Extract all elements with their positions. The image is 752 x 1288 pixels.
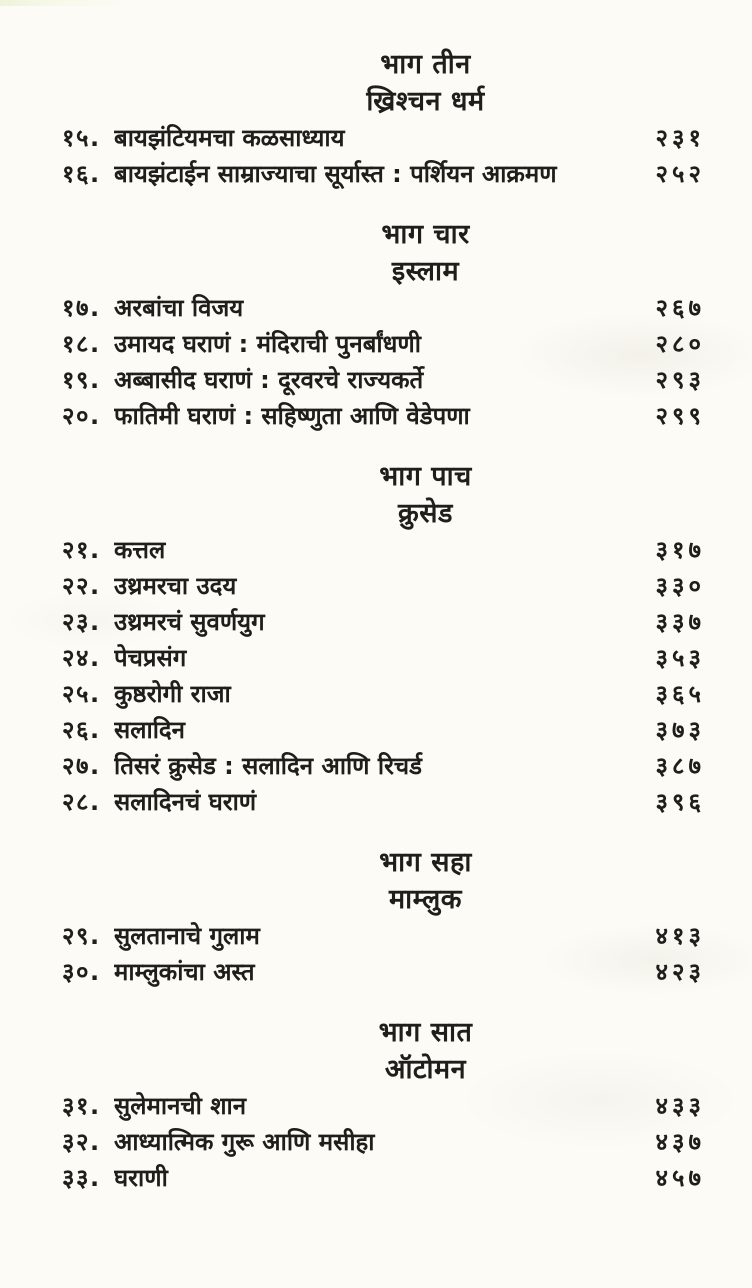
scan-artifact <box>0 0 130 6</box>
page-number: ३६५ <box>655 680 705 708</box>
chapter-title: सुलतानाचे गुलाम <box>114 922 260 950</box>
page-number: ४३३ <box>655 1092 705 1120</box>
part-title: भाग सात <box>378 1017 473 1048</box>
part-subtitle: ख्रिश्चन धर्म <box>366 86 485 117</box>
page-number: ३३७ <box>655 608 705 636</box>
toc-entry <box>62 362 705 398</box>
chapter-title: उमायद घराणं : मंदिराची पुनर्बांधणी <box>114 330 421 358</box>
chapter-title: अब्बासीद घराणं : दूरवरचे राज्यकर्ते <box>114 366 424 394</box>
toc-entry <box>62 532 705 568</box>
part-subtitle: माम्लुक <box>388 884 463 915</box>
table-of-contents <box>62 46 705 1196</box>
page-number: २३१ <box>655 124 705 152</box>
chapter-number: ३२. <box>62 1128 101 1156</box>
chapter-title: आध्यात्मिक गुरू आणि मसीहा <box>114 1128 375 1156</box>
part-subtitle: ऑटोमन <box>384 1054 467 1085</box>
part-title: भाग तीन <box>380 49 471 80</box>
chapter-number: १७. <box>62 294 101 322</box>
chapter-title: अरबांचा विजय <box>114 294 244 322</box>
chapter-number: २७. <box>62 752 101 780</box>
toc-entry <box>62 1160 705 1196</box>
chapter-title: घराणी <box>114 1164 168 1192</box>
page-number: २९९ <box>655 402 705 430</box>
chapter-title: फातिमी घराणं : सहिष्णुता आणि वेडेपणा <box>114 402 470 430</box>
chapter-title: बायझंटियमचा कळसाध्याय <box>114 124 345 152</box>
toc-section <box>62 844 705 990</box>
chapter-number: ३१. <box>62 1092 101 1120</box>
chapter-title: सलादिनचं घराणं <box>114 788 257 816</box>
page-number: ४२३ <box>655 958 705 986</box>
chapter-number: २४. <box>62 644 101 672</box>
toc-entry <box>62 1088 705 1124</box>
page-number: २८० <box>655 330 705 358</box>
page-number: ३७३ <box>655 716 705 744</box>
page-number: ३३० <box>655 572 705 600</box>
part-title: भाग पाच <box>379 461 472 492</box>
chapter-number: २२. <box>62 572 101 600</box>
toc-entry <box>62 640 705 676</box>
toc-entry <box>62 954 705 990</box>
chapter-title: माम्लुकांचा अस्त <box>114 958 255 986</box>
chapter-title: उथ्रमरचा उदय <box>114 572 237 600</box>
part-title: भाग सहा <box>379 847 472 878</box>
chapter-title: कत्तल <box>114 536 166 564</box>
page-number: ४१३ <box>655 922 705 950</box>
toc-entry <box>62 918 705 954</box>
page-number: २६७ <box>655 294 705 322</box>
toc-section <box>62 458 705 820</box>
page-number: २९३ <box>655 366 705 394</box>
chapter-number: २८. <box>62 788 101 816</box>
chapter-number: २०. <box>62 402 101 430</box>
chapter-title: उथ्रमरचं सुवर्णयुग <box>114 608 265 636</box>
chapter-number: ३०. <box>62 958 101 986</box>
chapter-number: २१. <box>62 536 101 564</box>
chapter-number: ३३. <box>62 1164 101 1192</box>
page-number: २५२ <box>655 160 705 188</box>
chapter-number: २५. <box>62 680 101 708</box>
toc-entry <box>62 398 705 434</box>
toc-entry <box>62 604 705 640</box>
chapter-title: कुष्ठरोगी राजा <box>114 680 231 708</box>
toc-section <box>62 216 705 434</box>
page-number: ३१७ <box>655 536 705 564</box>
part-subtitle: क्रुसेड <box>398 498 453 529</box>
chapter-number: १९. <box>62 366 101 394</box>
chapter-number: २३. <box>62 608 101 636</box>
toc-entry <box>62 1124 705 1160</box>
part-subtitle: इस्लाम <box>391 256 460 287</box>
toc-entry <box>62 290 705 326</box>
toc-entry <box>62 120 705 156</box>
page-number: ३९६ <box>655 788 705 816</box>
chapter-number: १५. <box>62 124 101 152</box>
chapter-title: पेचप्रसंग <box>114 644 187 672</box>
chapter-title: बायझंटाईन साम्राज्याचा सूर्यास्त : पर्शियन आक्रमण <box>114 160 557 188</box>
toc-section <box>62 1014 705 1196</box>
chapter-title: तिसरं क्रुसेड : सलादिन आणि रिचर्ड <box>114 752 423 780</box>
toc-section <box>62 46 705 192</box>
toc-entry <box>62 568 705 604</box>
toc-entry <box>62 676 705 712</box>
page-number: ४५७ <box>655 1164 705 1192</box>
chapter-number: २९. <box>62 922 101 950</box>
page-number: ४३७ <box>655 1128 705 1156</box>
toc-entry <box>62 748 705 784</box>
page-number: ३८७ <box>655 752 705 780</box>
part-title: भाग चार <box>381 219 470 250</box>
chapter-title: सलादिन <box>114 716 185 744</box>
page-number: ३५३ <box>655 644 705 672</box>
toc-entry <box>62 326 705 362</box>
chapter-number: १६. <box>62 160 101 188</box>
toc-entry <box>62 156 705 192</box>
chapter-title: सुलेमानची शान <box>114 1092 247 1120</box>
toc-entry <box>62 712 705 748</box>
toc-entry <box>62 784 705 820</box>
chapter-number: १८. <box>62 330 101 358</box>
chapter-number: २६. <box>62 716 101 744</box>
